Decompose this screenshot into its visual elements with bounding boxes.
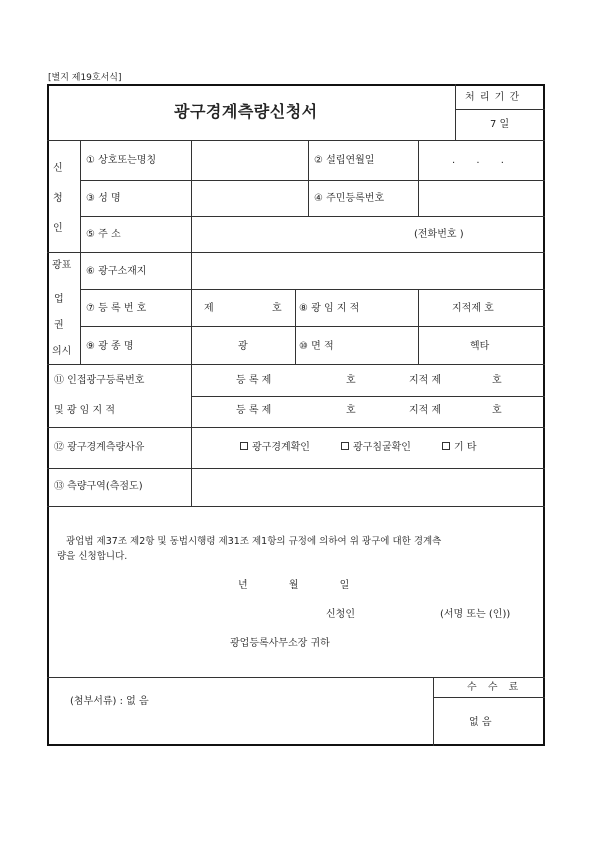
processing-period-value: 7 일 [490,119,510,130]
business-name-field[interactable] [192,141,307,179]
mining-side-label-1: 광표 [52,260,72,271]
signature-field[interactable]: (서명 또는 (인)) [440,609,511,620]
checkbox-icon[interactable] [240,442,248,450]
mining-map-label: ⑧ 광 임 지 적 [299,303,360,314]
declaration-line-1: 광업법 제37조 제2항 및 동법시행령 제31조 제1항의 규정에 의하여 위 광구에 대한 경계측 [66,536,442,547]
resident-number-field[interactable] [419,181,544,215]
reason-option-other[interactable]: 기 타 [442,442,477,454]
reason-option-boundary-check[interactable]: 광구경계확인 [240,442,310,454]
adjacent-row1-map[interactable]: 지적 제 [409,375,442,386]
mine-location-label: ⑥ 광구소재지 [86,266,147,277]
form-label: [별지 제19호서식] [48,73,122,83]
adjacent-row2-reg[interactable]: 등 록 제 [236,405,272,416]
area-label: ⑩ 면 적 [299,341,334,352]
survey-area-label: ⑬ 측량구역(측점도) [54,481,143,492]
applicant-side-label-2: 청 [53,193,63,204]
adjacent-row2-reg-suffix: 호 [346,405,356,416]
registration-number-label: ⑦ 등 록 번 호 [86,303,147,314]
person-name-label: ③ 성 명 [86,193,121,204]
adjacent-row2-map-suffix: 호 [492,405,502,416]
checkbox-icon[interactable] [341,442,349,450]
phone-number-field[interactable]: (전화번호 ) [414,229,464,240]
page-title: 광구경계측량신청서 [174,102,318,121]
survey-reason-label: ⑫ 광구경계측량사유 [54,442,145,453]
mineral-type-value[interactable]: 광 [238,341,248,352]
founded-date-label: ② 설립연월일 [314,155,375,166]
attachments-label: (첨부서류) : 없 음 [70,696,149,707]
mine-location-field[interactable] [192,253,544,288]
fee-label: 수 수 료 [467,682,523,693]
mining-side-label-2: 업 [54,294,64,305]
adjacent-row1-reg[interactable]: 등 록 제 [236,375,272,386]
applicant-signature-label: 신청인 [326,609,355,620]
reason-option-intrusion-check[interactable]: 광구침굴확인 [341,442,411,454]
registration-number-prefix: 제 [204,303,214,314]
registration-number-suffix: 호 [272,303,282,314]
resident-number-label: ④ 주민등록번호 [314,193,385,204]
processing-period-label: 처 리 기 간 [465,92,521,103]
adjacent-label-2: 및 광 임 지 적 [54,405,116,416]
mining-map-value[interactable]: 지적제 호 [452,303,494,314]
checkbox-icon[interactable] [442,442,450,450]
address-field[interactable] [192,217,412,251]
mining-side-label-4: 의시 [52,346,72,357]
business-name-label: ① 상호또는명칭 [86,155,157,166]
declaration-line-2: 량을 신청합니다. [57,551,128,562]
adjacent-row1-reg-suffix: 호 [346,375,356,386]
mineral-type-label: ⑨ 광 종 명 [86,341,134,352]
application-date[interactable]: 년 월 일 [238,580,350,591]
adjacent-label-1: ⑪ 인접광구등록번호 [54,375,145,386]
area-value[interactable]: 헥타 [470,341,490,352]
person-name-field[interactable] [192,181,307,215]
recipient: 광업등록사무소장 귀하 [230,638,330,649]
founded-date-field[interactable]: . . . [452,155,513,166]
adjacent-row2-map[interactable]: 지적 제 [409,405,442,416]
survey-area-field[interactable] [192,469,544,505]
applicant-side-label-3: 인 [53,223,63,234]
adjacent-row1-map-suffix: 호 [492,375,502,386]
fee-value: 없 음 [469,717,492,728]
address-label: ⑤ 주 소 [86,229,121,240]
applicant-side-label-1: 신 [53,163,63,174]
mining-side-label-3: 권 [54,320,64,331]
